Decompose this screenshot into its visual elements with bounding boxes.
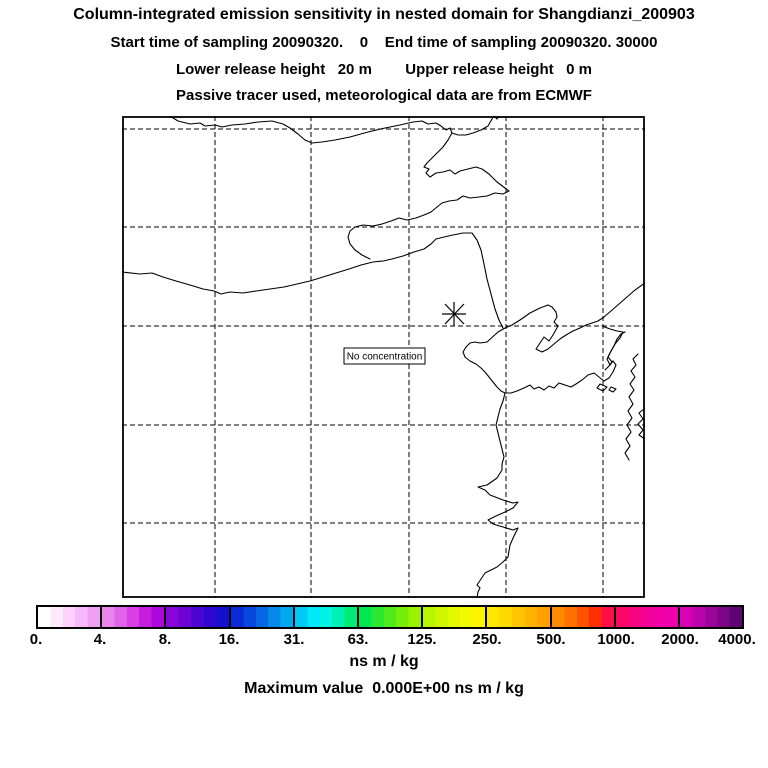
colorbar-segment [616,607,680,627]
maximum-value-label: Maximum value 0.000E+00 ns m / kg [244,680,524,697]
colorbar-segment [680,607,742,627]
release-height-line: Lower release height 20 m Upper release height 0 m [176,61,592,78]
map-plot [122,116,645,598]
colorbar-segment [166,607,230,627]
colorbar-tick-label: 31. [283,631,305,648]
colorbar-segment [295,607,359,627]
colorbar-segment [487,607,551,627]
sampling-time-line: Start time of sampling 20090320. 0 End time of sampling 20090320. 30000 [110,34,658,51]
colorbar-tick-label: 0. [29,631,43,648]
colorbar-segment [231,607,295,627]
colorbar-tick-label: 1000. [597,631,635,648]
colorbar-tick-label: 8. [158,631,172,648]
colorbar-tick-label: 2000. [661,631,699,648]
colorbar-ticks [0,631,768,649]
colorbar-unit-label: ns m / kg [349,653,419,670]
station-asterisk-marker-icon [442,302,466,326]
colorbar-tick-label: 500. [536,631,566,648]
tracer-source-line: Passive tracer used, meteorological data are from ECMWF [176,87,592,104]
no-concentration-label: No concentration [346,351,423,363]
colorbar-tick-label: 250. [472,631,502,648]
colorbar-tick-label: 125. [407,631,437,648]
colorbar-segment [359,607,423,627]
colorbar-segment [423,607,487,627]
colorbar-tick-label: 4. [93,631,107,648]
no-concentration-badge [344,348,425,364]
colorbar-segment [552,607,616,627]
colorbar-swatches [36,605,744,629]
page-title: Column-integrated emission sensitivity in nested domain for Shangdianzi_200903 [73,6,695,23]
colorbar-tick-label: 63. [347,631,369,648]
colorbar-segment [38,607,102,627]
colorbar-tick-label: 4000. [718,631,756,648]
colorbar-tick-label: 16. [218,631,240,648]
colorbar-segment [102,607,166,627]
